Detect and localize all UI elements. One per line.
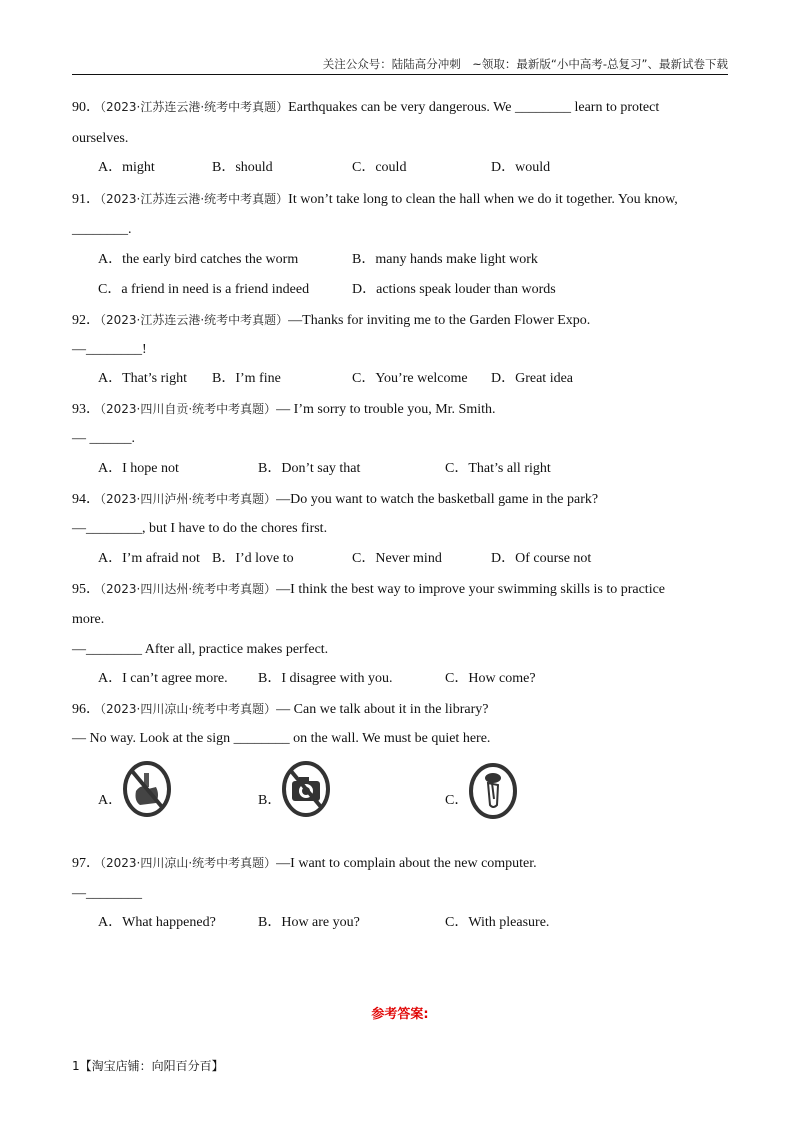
question-number: 90．	[72, 100, 100, 115]
question-number: 91．	[72, 192, 100, 207]
option-c: C．Never mind	[352, 551, 442, 566]
question-91	[72, 190, 678, 209]
no-food-sign-icon	[122, 761, 172, 817]
question-96	[72, 700, 488, 719]
option-a: A．What happened?	[98, 915, 216, 930]
question-continuation: ________.	[72, 222, 132, 237]
option-d: D．actions speak louder than words	[352, 282, 556, 297]
question-number: 97．	[72, 856, 100, 871]
question-source: （2023·四川泸州·统考中考真题）	[100, 492, 277, 506]
question-text: —I think the best way to improve your swimming skills is to practice	[276, 582, 666, 597]
option-a: A．That’s right	[98, 371, 188, 386]
question-text: — Can we talk about it in the library?	[276, 702, 489, 717]
question-source: （2023·江苏连云港·统考中考真题）	[100, 313, 289, 327]
question-source: （2023·四川达州·统考中考真题）	[100, 582, 277, 596]
question-source: （2023·江苏连云港·统考中考真题）	[100, 100, 289, 114]
question-text: —Do you want to watch the basketball game in the park?	[276, 492, 599, 507]
question-text: Earthquakes can be very dangerous. We ________ learn to protect	[288, 100, 660, 115]
question-reply: —________ After all, practice makes perfect.	[72, 642, 329, 657]
page-footer: 1【淘宝店铺：向阳百分百】	[72, 1059, 224, 1073]
option-d: D．would	[491, 160, 551, 175]
option-b: B．I’d love to	[212, 551, 294, 566]
question-continuation: — ______.	[72, 431, 135, 446]
page-header: 关注公众号：陆陆高分冲刺 ~领取：最新版“小中高考-总复习”、最新试卷下载	[72, 56, 728, 75]
question-number: 93．	[72, 402, 100, 417]
option-c: C．That’s all right	[445, 461, 551, 476]
option-a: A．	[98, 793, 123, 808]
question-number: 95．	[72, 582, 100, 597]
question-source: （2023·四川凉山·统考中考真题）	[100, 702, 277, 716]
option-b: B．many hands make light work	[352, 252, 538, 267]
option-b: B．Don’t say that	[258, 461, 361, 476]
question-continuation: ourselves.	[72, 131, 129, 146]
question-text: —I want to complain about the new computer.	[276, 856, 537, 871]
answer-section-title: 参考答案:	[371, 1007, 429, 1022]
option-a: A．the early bird catches the worm	[98, 252, 299, 267]
option-c: C．You’re welcome	[352, 371, 468, 386]
option-a: A．might	[98, 160, 155, 175]
question-continuation: —________, but I have to do the chores first.	[72, 521, 328, 536]
option-b: B．I’m fine	[212, 371, 281, 386]
option-c: C．	[445, 793, 469, 808]
option-a: A．I’m afraid not	[98, 551, 200, 566]
option-b: B．should	[212, 160, 273, 175]
question-source: （2023·江苏连云港·统考中考真题）	[100, 192, 289, 206]
question-97	[72, 854, 537, 873]
question-text: — I’m sorry to trouble you, Mr. Smith.	[276, 402, 496, 417]
option-c: C．How come?	[445, 671, 536, 686]
question-number: 94．	[72, 492, 100, 507]
question-text: —Thanks for inviting me to the Garden Flower Expo.	[288, 313, 591, 328]
question-continuation: — No way. Look at the sign ________ on the wall. We must be quiet here.	[72, 731, 491, 746]
option-a: A．I hope not	[98, 461, 179, 476]
option-b: B．How are you?	[258, 915, 360, 930]
question-95	[72, 580, 665, 599]
question-source: （2023·四川自贡·统考中考真题）	[100, 402, 277, 416]
option-d: D．Of course not	[491, 551, 592, 566]
question-continuation: —________	[72, 886, 142, 901]
option-c: C．With pleasure.	[445, 915, 550, 930]
question-93	[72, 400, 496, 419]
question-number: 92．	[72, 313, 100, 328]
question-90	[72, 98, 659, 117]
option-c: C．could	[352, 160, 407, 175]
question-94	[72, 490, 598, 509]
option-b: B．I disagree with you.	[258, 671, 393, 686]
question-continuation: —________!	[72, 342, 147, 357]
question-continuation: more.	[72, 612, 105, 627]
question-text: It won’t take long to clean the hall when we do it together. You know,	[288, 192, 678, 207]
no-camera-sign-icon	[281, 761, 331, 817]
question-source: （2023·四川凉山·统考中考真题）	[100, 856, 277, 870]
quiet-sign-icon	[468, 763, 518, 819]
question-92	[72, 311, 590, 330]
option-b: B．	[258, 793, 282, 808]
option-c: C．a friend in need is a friend indeed	[98, 282, 310, 297]
option-a: A．I can’t agree more.	[98, 671, 228, 686]
option-d: D．Great idea	[491, 371, 574, 386]
question-number: 96．	[72, 702, 100, 717]
